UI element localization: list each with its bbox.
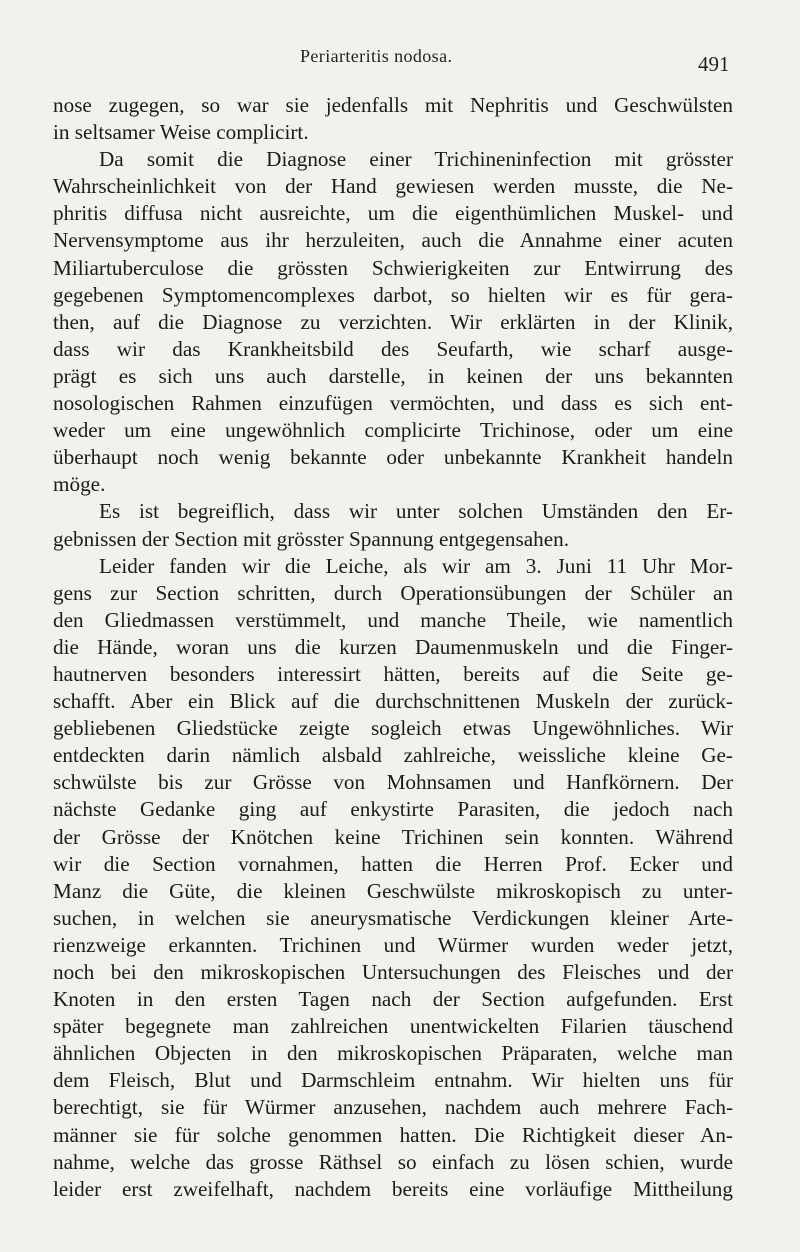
text-line: schafft. Aber ein Blick auf die durchschnittenen Muskeln der zurück- bbox=[53, 689, 733, 714]
text-line: in seltsamer Weise complicirt. bbox=[53, 120, 309, 145]
text-line: nosologischen Rahmen einzufügen vermöchten, und dass es sich ent- bbox=[53, 391, 733, 416]
text-line: suchen, in welchen sie aneurysmatische Verdickungen kleiner Arte- bbox=[53, 905, 733, 930]
text-line: Wahrscheinlichkeit von der Hand gewiesen werden musste, die Ne- bbox=[53, 174, 733, 199]
text-line: phritis diffusa nicht ausreichte, um die eigenthümlichen Muskel- und bbox=[53, 201, 733, 226]
running-title: Periarteritis nodosa. bbox=[300, 46, 453, 66]
text-line: überhaupt noch wenig bekannte oder unbekannte Krankheit handeln bbox=[53, 445, 733, 470]
text-line: Manz die Güte, die kleinen Geschwülste mikroskopisch zu unter- bbox=[53, 878, 733, 903]
text-line: dem Fleisch, Blut und Darmschleim entnahm. Wir hielten uns für bbox=[53, 1068, 733, 1093]
text-line: gegebenen Symptomencomplexes darbot, so hielten wir es für gera- bbox=[53, 282, 733, 307]
text-line: Es ist begreiflich, dass wir unter solchen Umständen den Er- bbox=[99, 499, 733, 524]
text-line: männer sie für solche genommen hatten. Die Richtigkeit dieser An- bbox=[53, 1122, 733, 1147]
text-line: gens zur Section schritten, durch Operationsübungen der Schüler an bbox=[53, 580, 733, 605]
text-line: rienzweige erkannten. Trichinen und Würmer wurden weder jetzt, bbox=[53, 932, 733, 957]
text-line: den Gliedmassen verstümmelt, und manche Theile, wie namentlich bbox=[53, 607, 733, 632]
text-line: prägt es sich uns auch darstelle, in keinen der uns bekannten bbox=[53, 363, 733, 388]
text-line: nose zugegen, so war sie jedenfalls mit Nephritis und Geschwülsten bbox=[53, 93, 733, 117]
text-line: der Grösse der Knötchen keine Trichinen sein konnten. Während bbox=[53, 824, 733, 849]
text-line: entdeckten darin nämlich alsbald zahlreiche, weissliche kleine Ge- bbox=[53, 743, 733, 768]
text-line: nahme, welche das grosse Räthsel so einfach zu lösen schien, wurde bbox=[53, 1149, 733, 1174]
text-line: weder um eine ungewöhnlich complicirte Trichinose, oder um eine bbox=[53, 418, 733, 443]
text-line: berechtigt, sie für Würmer anzusehen, nachdem auch mehrere Fach- bbox=[53, 1095, 733, 1120]
text-line: hautnerven besonders interessirt hätten, bereits auf die Seite ge- bbox=[53, 661, 733, 686]
text-line: Nervensymptome aus ihr herzuleiten, auch die Annahme einer acuten bbox=[53, 228, 733, 253]
text-line: noch bei den mikroskopischen Untersuchungen des Fleisches und der bbox=[53, 960, 733, 984]
text-line: später begegnete man zahlreichen unentwickelten Filarien täuschend bbox=[53, 1014, 733, 1039]
text-line: Knoten in den ersten Tagen nach der Section aufgefunden. Erst bbox=[53, 987, 733, 1012]
text-line: gebnissen der Section mit grösster Spannung entgegensahen. bbox=[53, 526, 570, 551]
text-line: dass wir das Krankheitsbild des Seufarth, wie scharf ausge- bbox=[53, 336, 733, 361]
text-line: then, auf die Diagnose zu verzichten. Wir erklärten in der Klinik, bbox=[53, 309, 733, 334]
text-line: wir die Section vornahmen, hatten die Herren Prof. Ecker und bbox=[53, 851, 733, 876]
page-number: 491 bbox=[698, 52, 730, 76]
text-line: Da somit die Diagnose einer Trichineninfection mit grösster bbox=[99, 147, 733, 172]
text-line: die Hände, woran uns die kurzen Daumenmuskeln und die Finger- bbox=[53, 634, 733, 659]
text-line: nächste Gedanke ging auf enkystirte Parasiten, die jedoch nach bbox=[53, 797, 733, 822]
text-line: ähnlichen Objecten in den mikroskopischen Präparaten, welche man bbox=[53, 1041, 733, 1066]
text-line: möge. bbox=[53, 472, 106, 497]
text-line: schwülste bis zur Grösse von Mohnsamen und Hanfkörnern. Der bbox=[53, 770, 733, 795]
text-line: gebliebenen Gliedstücke zeigte sogleich etwas Ungewöhnliches. Wir bbox=[53, 716, 733, 741]
text-line: leider erst zweifelhaft, nachdem bereits eine vorläufige Mittheilung bbox=[53, 1176, 733, 1201]
text-line: Miliartuberculose die grössten Schwierigkeiten zur Entwirrung des bbox=[53, 255, 733, 280]
text-line: Leider fanden wir die Leiche, als wir am 3. Juni 11 Uhr Mor- bbox=[99, 553, 733, 578]
body-text bbox=[53, 92, 733, 1203]
